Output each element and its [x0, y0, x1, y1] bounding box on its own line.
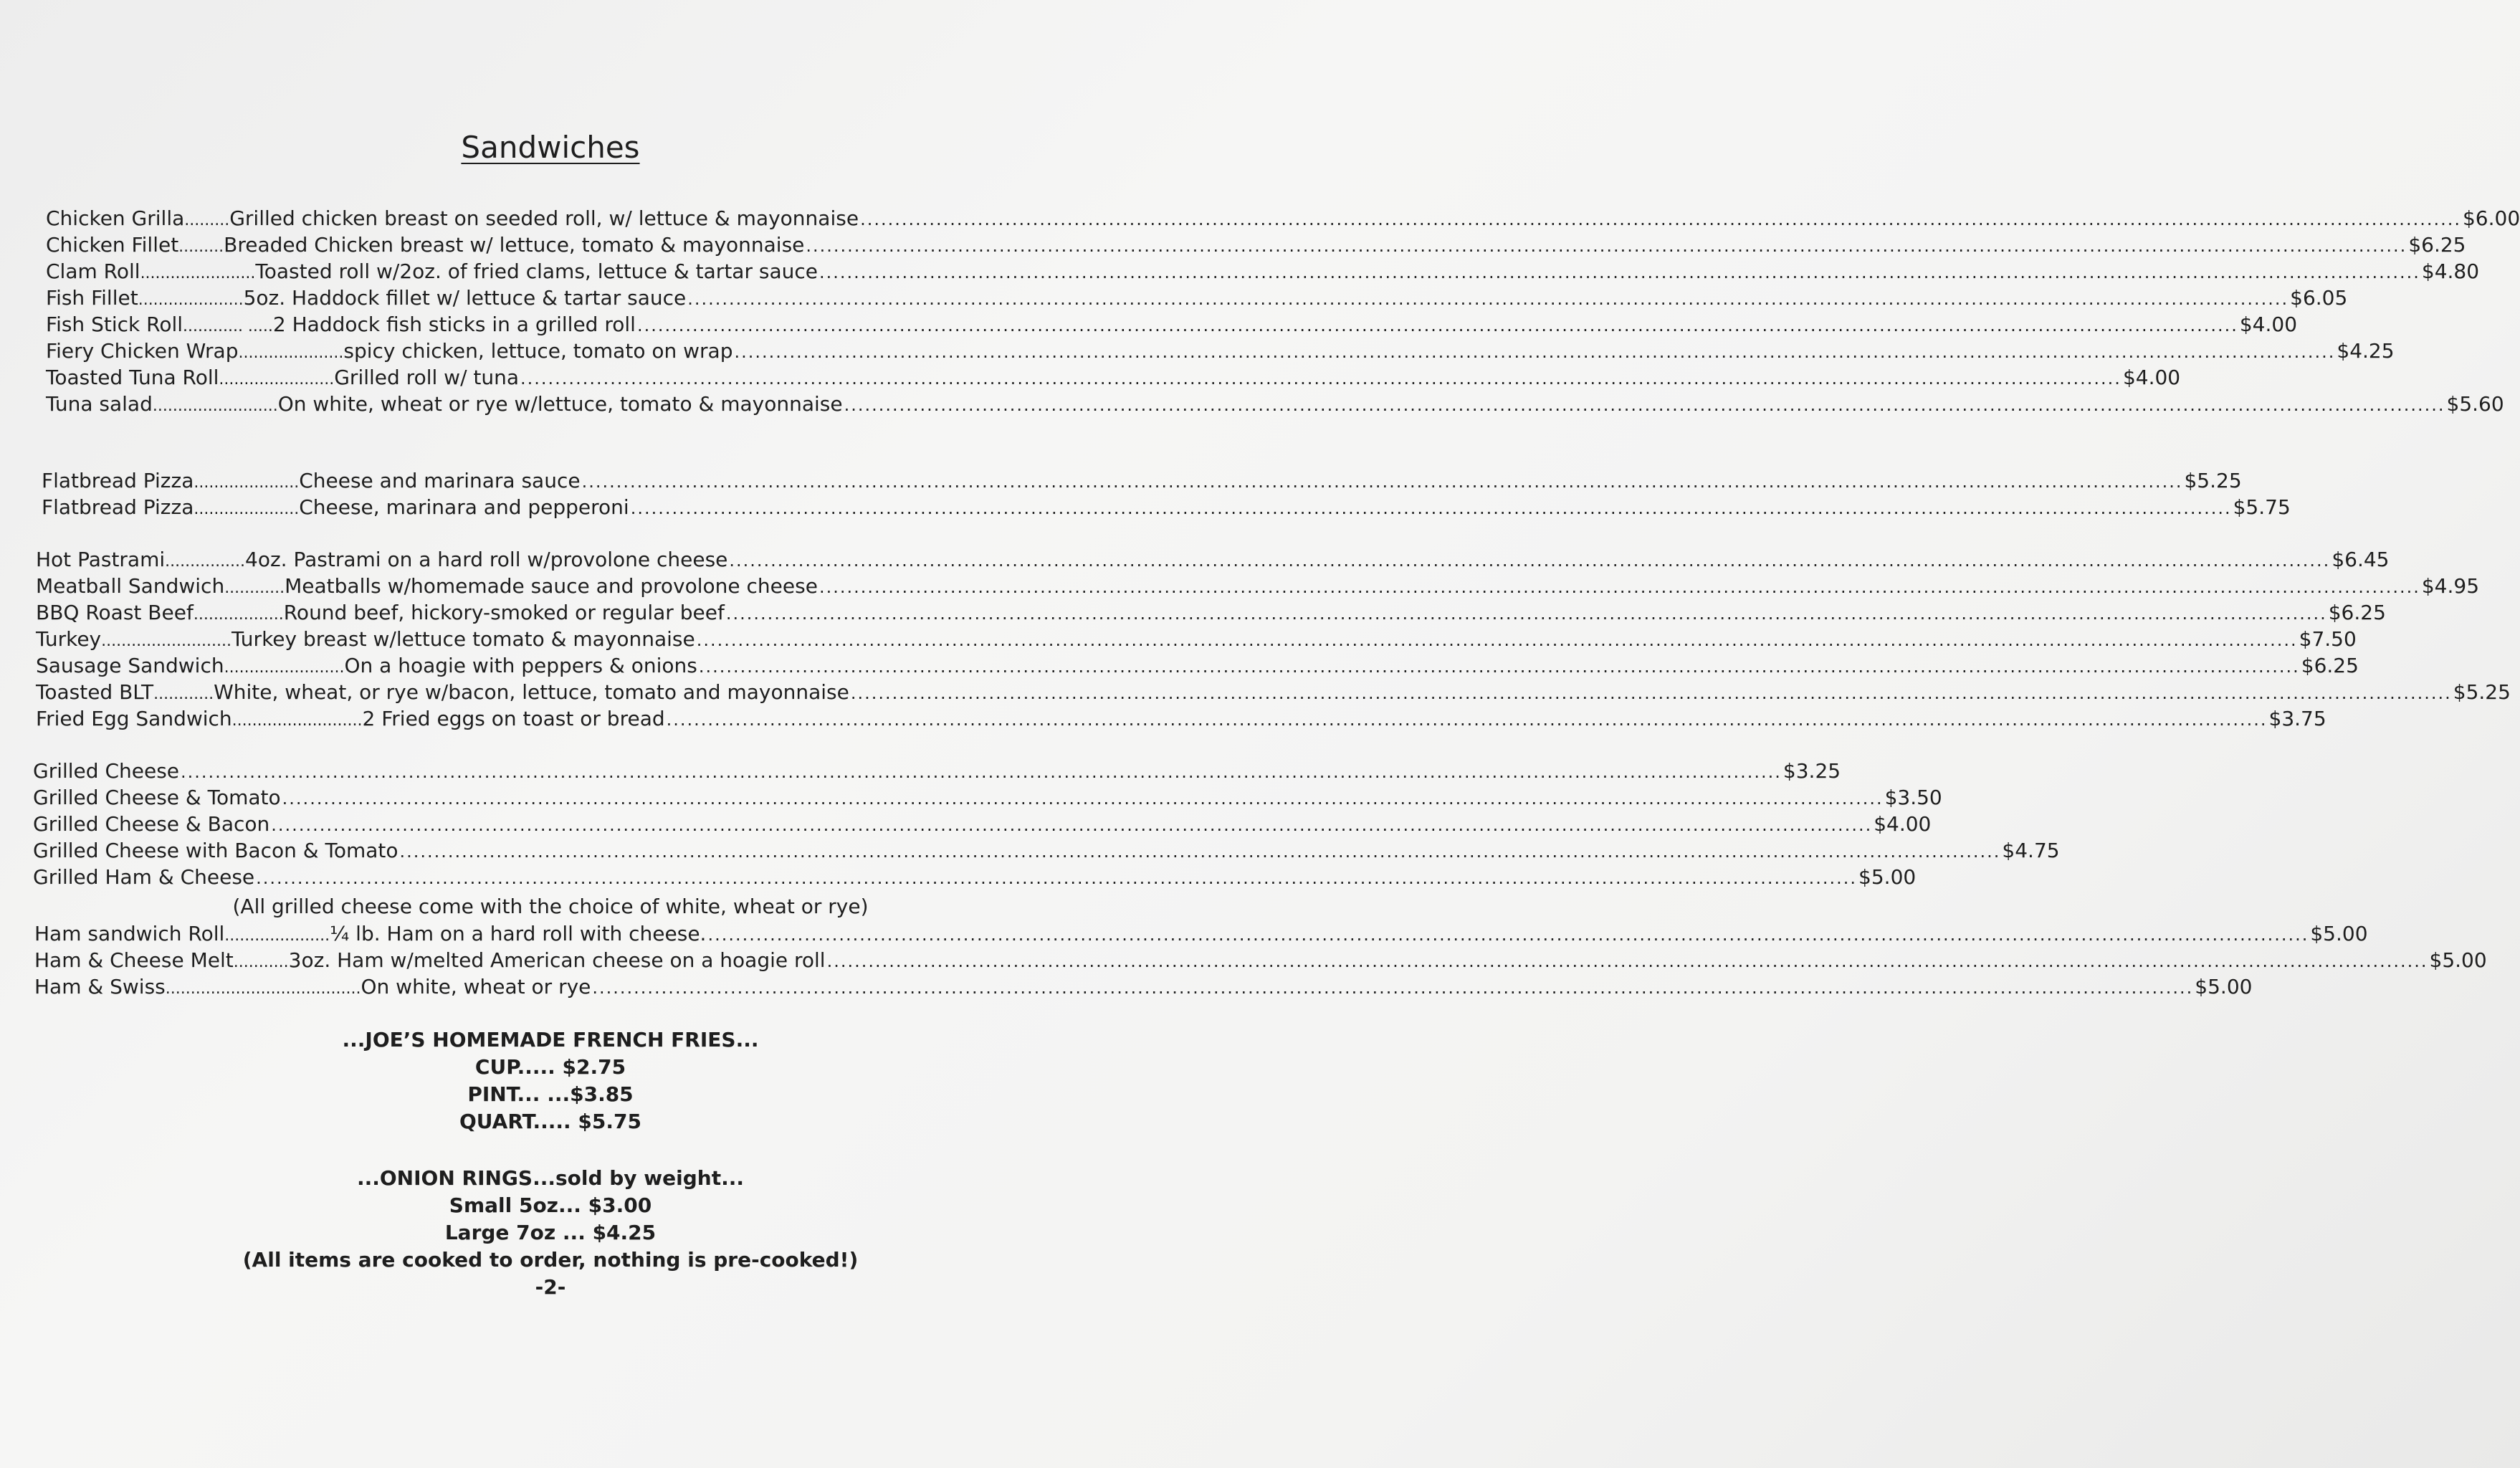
- grilled-cheese-note: (All grilled cheese come with the choice of white, wheat or rye): [232, 895, 869, 918]
- item-name: Chicken Grilla: [46, 206, 185, 230]
- item-price: $3.75: [2268, 707, 2326, 730]
- item-name: Fiery Chicken Wrap: [46, 339, 239, 363]
- menu-item: Ham sandwich Roll ..................... ¼ lb. Ham on a hard roll with cheese. ..... $5.00: [34, 920, 1031, 947]
- item-name: Grilled Cheese & Bacon: [33, 812, 270, 836]
- item-price: $4.75: [2002, 839, 2060, 862]
- item-name: BBQ Roast Beef: [36, 601, 194, 624]
- item-description: White, wheat, or rye w/bacon, lettuce, tomato and mayonnaise: [214, 680, 849, 704]
- item-price: $4.00: [2239, 313, 2298, 336]
- item-name: Clam Roll: [46, 259, 140, 283]
- fries-pint: PINT... ...$3.85: [467, 1082, 634, 1106]
- item-name: Ham & Swiss: [34, 975, 166, 998]
- item-price: $6.25: [2301, 654, 2359, 677]
- menu-item: [33, 864, 1917, 890]
- item-description: Cheese and marinara sauce: [299, 469, 581, 492]
- menu-group-hot-sandwiches: [36, 546, 2511, 732]
- item-description: spicy chicken, lettuce, tomato on wrap: [343, 339, 733, 363]
- item-description: ¼ lb. Ham on a hard roll with cheese.: [330, 922, 707, 945]
- item-price: $5.75: [2233, 495, 2291, 519]
- menu-group-flatbread: [42, 467, 2291, 520]
- page-title-text: Sandwiches: [461, 130, 640, 165]
- menu-item: Tuna salad ......................... On white, wheat or rye w/lettuce, tomato & mayonnaise ..... $5.60: [46, 391, 1042, 417]
- item-name: Fish Fillet: [46, 286, 138, 310]
- item-description: 2 Fried eggs on toast or bread: [362, 707, 665, 730]
- menu-item: Ham & Swiss ....................................... On white, wheat or rye ..... $5.00: [34, 973, 1031, 1000]
- item-name: Grilled Cheese: [33, 759, 180, 783]
- item-description: 3oz. Ham w/melted American cheese on a hoagie roll: [288, 948, 826, 972]
- page-title: [0, 128, 1101, 168]
- menu-group-ham: [34, 920, 2487, 1000]
- item-name: Toasted BLT: [36, 680, 154, 704]
- item-name: Fried Egg Sandwich: [36, 707, 232, 730]
- menu-item: Ham & Cheese Melt ........... 3oz. Ham w/melted American cheese on a hoagie roll ..... $5.00: [34, 947, 1031, 973]
- item-price: $5.00: [2310, 922, 2368, 945]
- item-description: Round beef, hickory-smoked or regular beef: [283, 601, 725, 624]
- menu-item: Chicken Grilla ......... Grilled chicken breast on seeded roll, w/ lettuce & mayonnaise ..... $6.00: [46, 205, 1042, 232]
- item-description: On white, wheat or rye: [361, 975, 591, 998]
- item-price: $5.25: [2184, 469, 2242, 492]
- item-description: Turkey breast w/lettuce tomato & mayonnaise: [231, 627, 695, 651]
- item-description: Breaded Chicken breast w/ lettuce, tomato & mayonnaise: [224, 233, 805, 257]
- item-description: 5oz. Haddock fillet w/ lettuce & tartar sauce: [243, 286, 687, 310]
- item-description: On white, wheat or rye w/lettuce, tomato & mayonnaise: [277, 392, 843, 416]
- menu-item: BBQ Roast Beef .................. Round beef, hickory-smoked or regular beef ..... $6.25: [36, 599, 1032, 626]
- item-price: $4.95: [2421, 574, 2480, 598]
- menu-item: Flatbread Pizza ..................... Cheese and marinara sauce ..... $5.25: [42, 467, 1038, 494]
- page-number: -2-: [535, 1275, 566, 1299]
- rings-small: Small 5oz... $3.00: [449, 1193, 652, 1217]
- menu-item: Fish Stick Roll ............ ..... 2 Haddock fish sticks in a grilled roll ..... $4.00: [46, 311, 1042, 338]
- item-price: $3.50: [1884, 786, 1942, 809]
- menu-item: Toasted Tuna Roll ....................... Grilled roll w/ tuna ..... $4.00: [46, 364, 1042, 391]
- item-name: Grilled Cheese with Bacon & Tomato: [33, 839, 398, 862]
- item-name: Flatbread Pizza: [42, 469, 194, 492]
- menu-item: Toasted BLT ............ White, wheat, or rye w/bacon, lettuce, tomato and mayonnaise ..... $5.25: [36, 679, 1032, 705]
- item-price: $6.25: [2408, 233, 2466, 257]
- item-name: Tuna salad: [46, 392, 153, 416]
- item-price: $4.25: [2337, 339, 2395, 363]
- item-name: Hot Pastrami: [36, 548, 166, 571]
- item-price: $7.50: [2299, 627, 2357, 651]
- cooked-to-order-note: (All items are cooked to order, nothing is pre-cooked!): [242, 1248, 859, 1272]
- item-description: Meatballs w/homemade sauce and provolone cheese: [285, 574, 818, 598]
- item-price: $3.25: [1782, 759, 1841, 783]
- item-description: 4oz. Pastrami on a hard roll w/provolone cheese: [245, 548, 728, 571]
- menu-item: [33, 758, 1841, 784]
- item-price: $5.00: [2429, 948, 2487, 972]
- item-name: Sausage Sandwich: [36, 654, 224, 677]
- item-price: $6.45: [2332, 548, 2390, 571]
- item-description: On a hoagie with peppers & onions: [344, 654, 697, 677]
- menu-item: Sausage Sandwich ........................ On a hoagie with peppers & onions ..... $6.25: [36, 652, 1032, 679]
- fries-quart: QUART..... $5.75: [459, 1110, 641, 1133]
- item-price: $6.25: [2328, 601, 2386, 624]
- menu-item: Turkey .......................... Turkey breast w/lettuce tomato & mayonnaise ..... $7.50: [36, 626, 1032, 652]
- menu-item: Flatbread Pizza ..................... Cheese, marinara and pepperoni ..... $5.75: [42, 494, 1038, 520]
- item-name: Grilled Ham & Cheese: [33, 865, 255, 889]
- item-price: $6.00: [2462, 206, 2520, 230]
- item-description: Grilled roll w/ tuna: [334, 366, 520, 389]
- item-description: Grilled chicken breast on seeded roll, w/ lettuce & mayonnaise: [229, 206, 859, 230]
- item-price: $6.05: [2290, 286, 2348, 310]
- item-name: Turkey: [36, 627, 102, 651]
- item-price: $4.80: [2421, 259, 2480, 283]
- item-description: Cheese, marinara and pepperoni: [299, 495, 629, 519]
- onion-rings-section: [0, 1165, 1101, 1301]
- item-price: $5.00: [1858, 865, 1917, 889]
- menu-item: Hot Pastrami ................ 4oz. Pastrami on a hard roll w/provolone cheese ..... $6.45: [36, 546, 1032, 573]
- item-description: Toasted roll w/2oz. of fried clams, lettuce & tartar sauce: [255, 259, 818, 283]
- item-price: $5.00: [2195, 975, 2253, 998]
- item-name: Grilled Cheese & Tomato: [33, 786, 281, 809]
- menu-item: Fried Egg Sandwich .......................... 2 Fried eggs on toast or bread ..... $3.75: [36, 705, 1032, 732]
- item-name: Meatball Sandwich: [36, 574, 225, 598]
- french-fries-section: [0, 1026, 1101, 1135]
- menu-item: Clam Roll ....................... Toasted roll w/2oz. of fried clams, lettuce & tartar sauce ..... $4.80: [46, 258, 1042, 285]
- menu-item: Fish Fillet ..................... 5oz. Haddock fillet w/ lettuce & tartar sauce ..... $6.05: [46, 285, 1042, 311]
- menu-item: [33, 837, 2060, 864]
- item-name: Ham & Cheese Melt: [34, 948, 234, 972]
- fries-heading: ...JOE’S HOMEMADE FRENCH FRIES...: [342, 1028, 759, 1052]
- item-name: Chicken Fillet: [46, 233, 179, 257]
- menu-item: Chicken Fillet ......... Breaded Chicken breast w/ lettuce, tomato & mayonnaise ..... $6.25: [46, 232, 1042, 258]
- menu-item: Fiery Chicken Wrap ..................... spicy chicken, lettuce, tomato on wrap ..... $4.25: [46, 338, 1042, 364]
- item-name: Toasted Tuna Roll: [46, 366, 219, 389]
- rings-large: Large 7oz ... $4.25: [444, 1221, 657, 1244]
- rings-heading: ...ONION RINGS...sold by weight...: [356, 1166, 745, 1190]
- item-price: $5.60: [2446, 392, 2504, 416]
- menu-item: [33, 784, 1942, 811]
- item-price: $4.00: [1874, 812, 1932, 836]
- menu-group-grilled-cheese: [33, 758, 2060, 890]
- menu-item: Meatball Sandwich ............ Meatballs w/homemade sauce and provolone cheese ..... $4.95: [36, 573, 1032, 599]
- item-name: Flatbread Pizza: [42, 495, 194, 519]
- menu-item: [33, 811, 1932, 837]
- item-name: Fish Stick Roll: [46, 313, 183, 336]
- fries-cup: CUP..... $2.75: [474, 1055, 626, 1079]
- item-price: $5.25: [2453, 680, 2511, 704]
- item-name: Ham sandwich Roll: [34, 922, 225, 945]
- menu-group-sandwiches: [46, 205, 2520, 417]
- item-description: 2 Haddock fish sticks in a grilled roll: [272, 313, 636, 336]
- item-price: $4.00: [2122, 366, 2181, 389]
